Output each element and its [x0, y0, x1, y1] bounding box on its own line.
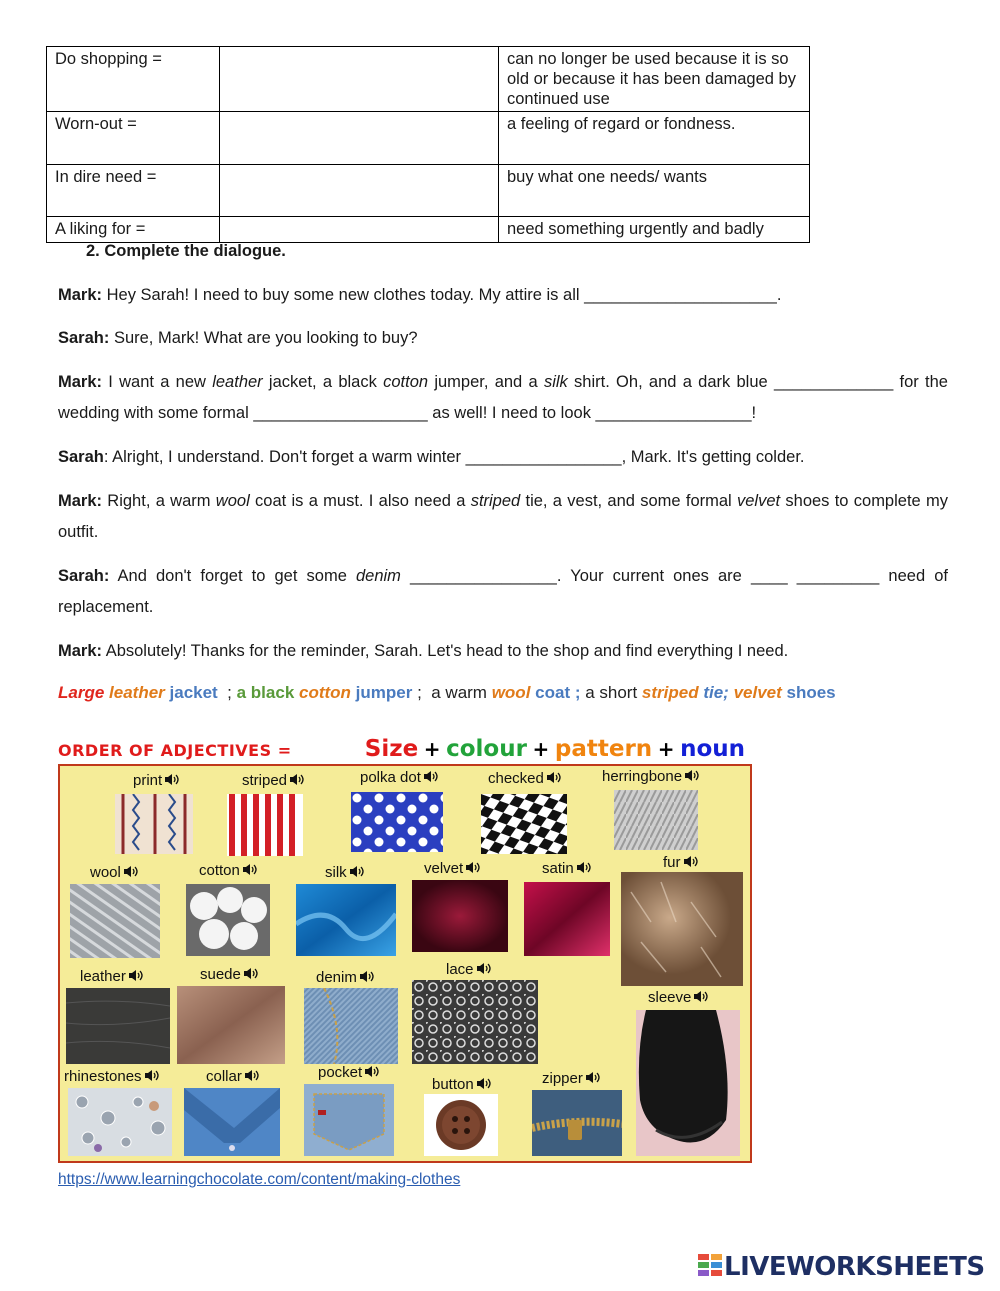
- fabric-word: herringbone: [602, 768, 683, 785]
- italic-word: striped: [470, 492, 521, 510]
- speaker-icon[interactable]: [164, 773, 179, 786]
- example-word: velvet: [733, 683, 787, 702]
- dialogue-text: : Alright, I understand. Don't forget a warm winter _________________, Mark. It's getting colder.: [103, 448, 805, 466]
- plus-sign: +: [423, 737, 441, 761]
- fabric-label-lace[interactable]: [446, 961, 491, 978]
- vocab-definition: need something urgently and badly: [499, 217, 810, 243]
- vocab-row: [47, 47, 810, 112]
- speaker-icon[interactable]: [585, 1071, 600, 1084]
- fabric-vocabulary-board: [58, 764, 752, 1163]
- dialogue-text: I want a new: [102, 373, 213, 391]
- vocab-answer-cell[interactable]: [220, 217, 499, 243]
- cotton-swatch: [186, 884, 270, 956]
- dialogue-line: [58, 636, 948, 667]
- section-heading: 2. Complete the dialogue.: [86, 242, 286, 260]
- pocket-swatch: [304, 1084, 394, 1156]
- zipper-swatch: [532, 1090, 622, 1156]
- dialogue-text: Absolutely! Thanks for the reminder, Sarah. Let's head to the shop and find everything I need.: [102, 642, 789, 660]
- fabric-word: cotton: [199, 862, 240, 879]
- speaker-name: Sarah: [58, 448, 104, 466]
- speaker-icon[interactable]: [684, 769, 699, 782]
- dialogue-text: jacket, a black: [262, 373, 384, 391]
- fabric-label-striped[interactable]: [242, 772, 304, 789]
- adjective-example-line: [58, 683, 836, 703]
- example-word: jacket: [169, 683, 218, 702]
- fabric-word: checked: [488, 770, 544, 787]
- fabric-word: collar: [206, 1068, 242, 1085]
- example-word: jumper: [355, 683, 413, 702]
- vocab-answer-cell[interactable]: [220, 47, 499, 112]
- dialogue-line: [58, 367, 948, 429]
- example-word: shoes: [786, 683, 836, 702]
- speaker-icon[interactable]: [244, 1069, 259, 1082]
- example-word: coat ;: [535, 683, 586, 702]
- logo-text: LIVEWORKSHEETS: [724, 1252, 985, 1282]
- vocab-definition: a feeling of regard or fondness.: [499, 112, 810, 165]
- dialogue-line: [58, 323, 948, 354]
- vocab-definition: buy what one needs/ wants: [499, 165, 810, 217]
- dialogue-text: Hey Sarah! I need to buy some new clothes today. My attire is all _____________________.: [102, 286, 782, 304]
- example-word: leather: [109, 683, 170, 702]
- vocab-definition: can no longer be used because it is so old or because it has been damaged by continued use: [499, 47, 810, 112]
- vocab-answer-cell[interactable]: [220, 112, 499, 165]
- fabric-word: wool: [90, 864, 121, 881]
- italic-word: leather: [212, 373, 263, 391]
- speaker-icon[interactable]: [683, 855, 698, 868]
- herringbone-swatch: [614, 790, 698, 850]
- order-colour: colour: [446, 736, 527, 762]
- dialogue-text: tie, a vest, and some formal: [520, 492, 737, 510]
- fabric-label-print[interactable]: [133, 772, 179, 789]
- vocab-answer-cell[interactable]: [220, 165, 499, 217]
- vocab-table: [46, 46, 810, 243]
- silk-swatch: [296, 884, 396, 956]
- fabric-label-velvet[interactable]: [424, 860, 480, 877]
- italic-word: wool: [215, 492, 250, 510]
- speaker-icon[interactable]: [128, 969, 143, 982]
- fabric-label-herringbone[interactable]: [602, 768, 699, 785]
- vocab-row: [47, 165, 810, 217]
- fabric-label-leather[interactable]: [80, 968, 143, 985]
- example-word: wool: [491, 683, 536, 702]
- vocab-term: In dire need =: [47, 165, 220, 217]
- leather-swatch: [66, 988, 170, 1064]
- fabric-label-checked[interactable]: [488, 770, 561, 787]
- fabric-word: leather: [80, 968, 126, 985]
- speaker-name: Mark:: [58, 642, 103, 660]
- fabric-label-polka-dot[interactable]: [360, 769, 438, 786]
- dialogue-text: shirt. Oh, and a dark blue _____________ for the wedding with some formal ___________________ as well! I need to look _________________!: [58, 373, 948, 422]
- fabric-label-sleeve[interactable]: [648, 989, 708, 1006]
- speaker-name: Mark:: [58, 373, 103, 391]
- speaker-icon[interactable]: [289, 773, 304, 786]
- dialogue-line: [58, 442, 948, 473]
- fabric-label-suede[interactable]: [200, 966, 258, 983]
- dialogue-text: Sure, Mark! What are you looking to buy?: [109, 329, 418, 347]
- vocab-term: Worn-out =: [47, 112, 220, 165]
- liveworksheets-logo: [698, 1252, 985, 1286]
- collar-swatch: [184, 1088, 280, 1156]
- plus-sign: +: [532, 737, 550, 761]
- speaker-name: Mark:: [58, 492, 103, 510]
- denim-swatch: [304, 988, 398, 1064]
- fabric-word: lace: [446, 961, 474, 978]
- satin-swatch: [524, 882, 610, 956]
- example-word: Large: [58, 683, 110, 702]
- speaker-icon[interactable]: [364, 1065, 379, 1078]
- fabric-label-button[interactable]: [432, 1076, 491, 1093]
- dialogue-line: [58, 561, 948, 623]
- fabric-label-satin[interactable]: [542, 860, 591, 877]
- sleeve-swatch: [636, 1010, 740, 1156]
- fabric-label-collar[interactable]: [206, 1068, 259, 1085]
- speaker-icon[interactable]: [576, 861, 591, 874]
- velvet-swatch: [412, 880, 508, 952]
- order-pattern: pattern: [554, 736, 653, 762]
- italic-word: velvet: [737, 492, 781, 510]
- fabric-word: rhinestones: [64, 1068, 142, 1085]
- button-swatch: [424, 1094, 498, 1156]
- speaker-icon[interactable]: [144, 1069, 159, 1082]
- vocab-term: A liking for =: [47, 217, 220, 243]
- vocab-term: Do shopping =: [47, 47, 220, 112]
- fabric-label-wool[interactable]: [90, 864, 138, 881]
- fabric-word: velvet: [424, 860, 464, 877]
- example-word: striped: [641, 683, 704, 702]
- fabric-label-denim[interactable]: [316, 969, 374, 986]
- example-word: ;: [217, 683, 237, 702]
- fabric-word: sleeve: [648, 989, 692, 1006]
- speaker-icon[interactable]: [349, 865, 364, 878]
- logo-icon: [698, 1252, 724, 1282]
- fabric-word: print: [133, 772, 163, 789]
- fabric-label-cotton[interactable]: [199, 862, 257, 879]
- italic-word: cotton: [383, 373, 429, 391]
- speaker-icon[interactable]: [476, 1077, 491, 1090]
- fabric-word: zipper: [542, 1070, 583, 1087]
- order-noun: noun: [680, 736, 746, 762]
- speaker-icon[interactable]: [423, 770, 438, 783]
- fabric-label-fur[interactable]: [663, 854, 698, 871]
- lace-swatch: [412, 980, 538, 1064]
- speaker-name: Sarah:: [58, 567, 110, 585]
- dialogue-text: And don't forget to get some: [109, 567, 356, 585]
- example-word: ; a warm: [412, 683, 492, 702]
- speaker-icon[interactable]: [476, 962, 491, 975]
- example-word: a short: [585, 683, 642, 702]
- order-of-adjectives: [58, 736, 745, 762]
- speaker-icon[interactable]: [242, 863, 257, 876]
- striped-swatch: [227, 794, 303, 856]
- fabric-word: pocket: [318, 1064, 363, 1081]
- speaker-icon[interactable]: [546, 771, 561, 784]
- speaker-icon[interactable]: [359, 970, 374, 983]
- speaker-name: Sarah:: [58, 329, 110, 347]
- order-size: Size: [364, 736, 419, 762]
- dialogue-line: [58, 486, 948, 548]
- dialogue-text: shoes to complete my outfit.: [58, 492, 948, 541]
- speaker-icon[interactable]: [123, 865, 138, 878]
- fabric-word: denim: [316, 969, 357, 986]
- speaker-name: Mark:: [58, 286, 103, 304]
- checked-swatch: [481, 794, 567, 854]
- dialogue-text: jumper, and a: [428, 373, 544, 391]
- speaker-icon[interactable]: [693, 990, 708, 1003]
- example-word: cotton: [299, 683, 356, 702]
- fabric-word: button: [432, 1076, 474, 1093]
- fabric-word: suede: [200, 966, 241, 983]
- wool-swatch: [70, 884, 160, 958]
- polka-dot-swatch: [351, 792, 443, 852]
- order-label: ORDER OF ADJECTIVES =: [58, 741, 292, 760]
- fabric-word: satin: [542, 860, 574, 877]
- dialogue-line: [58, 280, 948, 311]
- source-link[interactable]: https://www.learningchocolate.com/content/making-clothes: [58, 1171, 461, 1188]
- plus-sign: +: [657, 737, 675, 761]
- fabric-word: striped: [242, 772, 288, 789]
- fabric-word: polka dot: [360, 769, 421, 786]
- suede-swatch: [177, 986, 285, 1064]
- fabric-word: silk: [325, 864, 347, 881]
- dialogue-text: coat is a must. I also need a: [249, 492, 471, 510]
- rhinestones-swatch: [68, 1088, 172, 1156]
- dialogue-text: ________________. Your current ones are ____ _________ need of replacement.: [58, 567, 948, 616]
- fabric-word: fur: [663, 854, 681, 871]
- fabric-label-pocket[interactable]: [318, 1064, 379, 1081]
- fabric-label-silk[interactable]: [325, 864, 364, 881]
- vocab-row: [47, 217, 810, 243]
- italic-word: denim: [355, 567, 401, 585]
- example-word: tie;: [703, 683, 734, 702]
- speaker-icon[interactable]: [465, 861, 480, 874]
- italic-word: silk: [543, 373, 568, 391]
- vocab-row: [47, 112, 810, 165]
- example-word: a black: [236, 683, 299, 702]
- dialogue-text: Right, a warm: [102, 492, 216, 510]
- fur-swatch: [621, 872, 743, 986]
- print-swatch: [115, 794, 193, 854]
- fabric-label-rhinestones[interactable]: [64, 1068, 159, 1085]
- fabric-label-zipper[interactable]: [542, 1070, 600, 1087]
- speaker-icon[interactable]: [243, 967, 258, 980]
